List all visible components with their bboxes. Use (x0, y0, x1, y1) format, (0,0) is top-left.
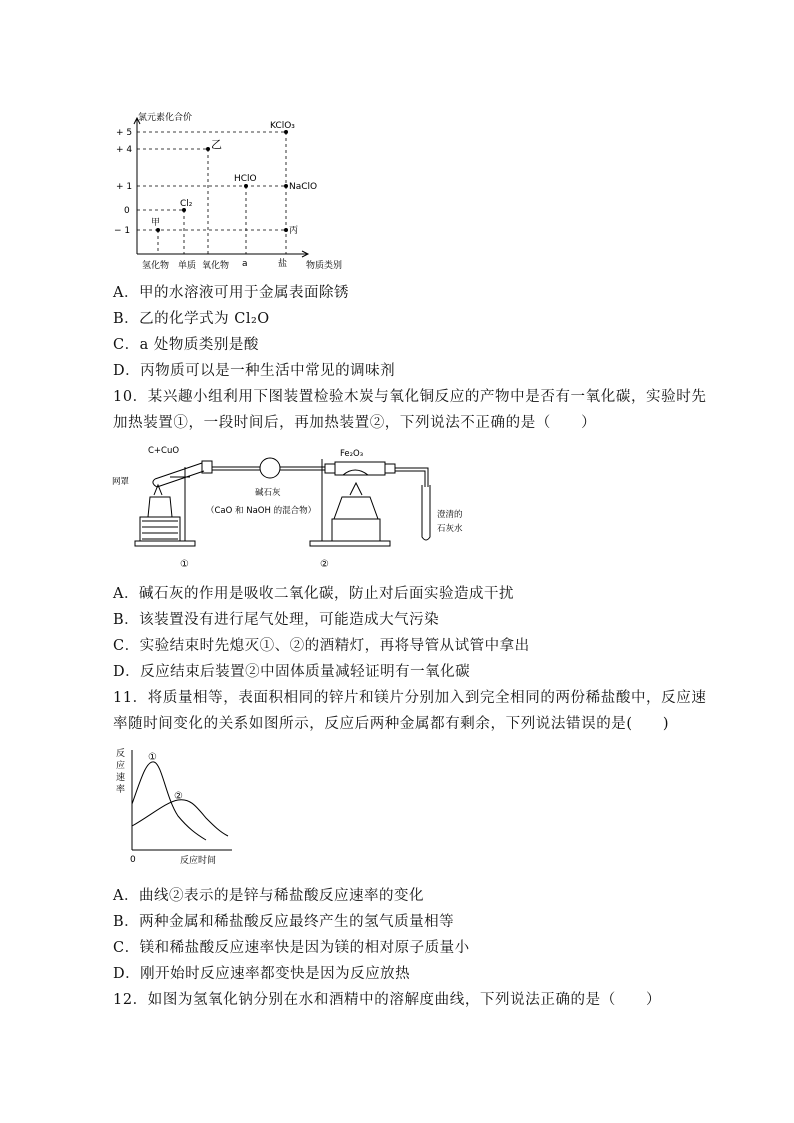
q10-option-d: D．反应结束后装置②中固体质量减轻证明有一氧化碳 (113, 664, 471, 680)
label-soda-lime-note: （CaO 和 NaOH 的混合物） (206, 506, 317, 516)
label-limewater: 澄清的 (437, 510, 463, 520)
q9-option-d: D．丙物质可以是一种生活中常见的调味剂 (113, 363, 396, 379)
xlabel: 物质类别 (306, 261, 343, 271)
xlabel: a (242, 259, 248, 269)
label-fe2o3: Fe₂O₃ (340, 449, 364, 459)
curve-2-label: ② (174, 791, 183, 802)
q11-option-c: C．镁和稀盐酸反应速率快是因为镁的相对原子质量小 (113, 940, 470, 956)
q12-stem-line1: 12．如图为氢氧化钠分别在水和酒精中的溶解度曲线，下列说法正确的是（ ） (113, 992, 662, 1008)
point-label: NaClO (289, 182, 318, 192)
rate-origin: 0 (130, 855, 136, 865)
q9-option-b: B．乙的化学式为 Cl₂O (113, 311, 270, 327)
rate-y-label: 率 (116, 785, 126, 795)
q10-option-c: C．实验结束时先熄灭①、②的酒精灯，再将导管从试管中拿出 (113, 638, 530, 654)
rate-chart (110, 742, 240, 870)
q10-stem-line2: 加热装置①，一段时间后，再加热装置②，下列说法不正确的是（ ） (113, 415, 597, 431)
xlabel: 氧化物 (202, 261, 230, 271)
rate-y-label: 速 (116, 773, 126, 783)
point-label: 乙 (211, 138, 222, 151)
valence-chart (100, 108, 360, 278)
q11-stem-line1: 11．将质量相等，表面积相同的锌片和镁片分别加入到完全相同的两份稀盐酸中，反应速 (113, 690, 707, 706)
ytick: + 1 (116, 182, 133, 192)
ytick: + 5 (116, 128, 133, 138)
label-device-2: ② (320, 559, 329, 570)
curve-1-label: ① (148, 752, 157, 763)
y-axis-label: 氯元素化合价 (138, 113, 193, 123)
rate-y-label: 反 (116, 749, 126, 759)
ytick: + 4 (116, 145, 133, 155)
label-net-cover: 网罩 (112, 477, 130, 487)
q11-option-a: A．曲线②表示的是锌与稀盐酸反应速率的变化 (113, 888, 424, 904)
ytick: − 1 (114, 226, 131, 236)
apparatus-diagram (110, 437, 490, 572)
q10-stem-line1: 10．某兴趣小组利用下图装置检验木炭与氧化铜反应的产物中是否有一氧化碳，实验时先 (113, 389, 707, 405)
q9-option-c: C．a 处物质类别是酸 (113, 337, 259, 353)
point-label: 甲 (151, 218, 161, 228)
q9-option-a: A．甲的水溶液可用于金属表面除锈 (113, 285, 349, 301)
q10-option-b: B．该装置没有进行尾气处理，可能造成大气污染 (113, 612, 440, 628)
q11-stem-line2: 率随时间变化的关系如图所示，反应后两种金属都有剩余，下列说法错误的是( ) (113, 716, 670, 732)
rate-x-label: 反应时间 (180, 856, 217, 866)
xlabel: 氢化物 (142, 261, 170, 271)
ytick: 0 (124, 206, 130, 216)
label-device-1: ① (180, 559, 189, 570)
rate-y-label: 应 (116, 761, 126, 771)
label-soda-lime: 碱石灰 (255, 488, 281, 498)
point-label: KClO₃ (270, 121, 295, 131)
point-label: Cl₂ (180, 199, 193, 209)
xlabel: 单质 (178, 261, 197, 271)
point-label: 丙 (289, 226, 299, 236)
label-c-cuo: C+CuO (148, 446, 180, 456)
q11-option-d: D．刚开始时反应速率都变快是因为反应放热 (113, 966, 411, 982)
label-limewater: 石灰水 (437, 524, 463, 534)
q11-option-b: B．两种金属和稀盐酸反应最终产生的氢气质量相等 (113, 914, 455, 930)
q10-option-a: A．碱石灰的作用是吸收二氧化碳，防止对后面实验造成干扰 (113, 586, 514, 602)
point-label: HClO (234, 174, 257, 184)
xlabel: 盐 (278, 259, 288, 269)
